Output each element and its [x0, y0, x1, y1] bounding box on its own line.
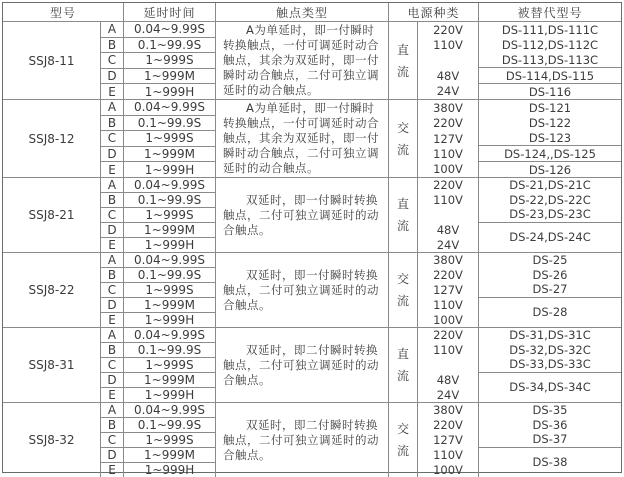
contact-type-text: 双延时，即一付瞬时转换触点，二付可独立调延时的动合触点。	[223, 192, 379, 237]
variant-letter: D	[101, 448, 123, 463]
voltage-value	[418, 53, 478, 68]
replaced-group	[479, 403, 621, 448]
variant-letter: A	[101, 328, 123, 343]
replaced-model-value: DS-26	[532, 267, 568, 282]
replaced-model-value: DS-121	[528, 100, 572, 115]
replaced-model-value: DS-116	[528, 84, 572, 99]
power-kind-label: 直流	[396, 42, 409, 79]
spec-table	[2, 2, 622, 477]
variant-letter: A	[101, 178, 123, 193]
delay-value: 0.04~9.99S	[124, 100, 215, 116]
voltage-value: 110V	[433, 447, 463, 462]
power-kind-cell	[389, 100, 418, 177]
delay-time-column	[124, 178, 216, 252]
delay-value: 1~999H	[144, 388, 195, 402]
voltage-value: 220V	[433, 22, 463, 37]
voltage-value: 100V	[433, 312, 463, 327]
section-ssj8-32	[3, 402, 621, 477]
model-cell: SSJ8-32	[3, 403, 101, 477]
variant-letter: E	[108, 162, 116, 177]
voltage-value: 220V	[433, 328, 463, 343]
replaced-model-value: DS-22,DS-22C	[509, 192, 591, 207]
delay-value: 0.1~99.9S	[124, 38, 215, 54]
variant-letter: E	[108, 463, 116, 477]
contact-type-text: A为单延时，即一付瞬时转换触点，一付可调延时动合触点，其余为双延时，即一付瞬时动合触点，二付可独立调延时的动合触点。	[223, 101, 379, 175]
header-replaced-model: 被替代型号	[517, 5, 583, 20]
voltage-value: 48V	[436, 372, 460, 387]
variant-letter: E	[108, 388, 116, 402]
delay-value: 0.04~9.99S	[124, 328, 215, 343]
replaced-model-value: DS-114,DS-115	[505, 68, 595, 83]
variant-letter: D	[101, 69, 123, 85]
voltage-value: 24V	[436, 84, 460, 99]
voltage-value: 48V	[436, 68, 460, 83]
replaced-model-value: DS-27	[532, 282, 568, 297]
delay-value: 1~999S	[124, 131, 215, 147]
variant-letter: B	[101, 343, 123, 358]
voltage-value: 380V	[433, 403, 463, 418]
power-kind-label: 直流	[396, 197, 409, 233]
replaced-model-value: DS-35	[532, 403, 568, 418]
variant-letter-column	[101, 178, 124, 252]
contact-type-cell	[216, 253, 389, 327]
delay-value: 1~999H	[144, 463, 195, 477]
variant-letter: B	[101, 38, 123, 54]
voltage-value: 380V	[433, 100, 463, 115]
delay-value: 0.04~9.99S	[124, 403, 215, 418]
delay-value: 0.04~9.99S	[124, 22, 215, 38]
replaced-model-column	[479, 178, 621, 252]
delay-value: 1~999M	[124, 223, 215, 238]
delay-value: 1~999M	[124, 298, 215, 313]
voltage-column	[418, 253, 479, 327]
delay-value: 0.1~99.9S	[124, 418, 215, 433]
delay-value: 0.04~9.99S	[124, 253, 215, 268]
delay-time-column	[124, 253, 216, 327]
replaced-model-value: DS-24,DS-24C	[509, 230, 591, 245]
replaced-group	[479, 298, 621, 327]
contact-type-cell	[216, 328, 389, 402]
replaced-model-value: DS-38	[532, 455, 568, 470]
delay-time-column	[124, 100, 216, 177]
replaced-model-value: DS-111,DS-111C	[501, 22, 599, 37]
replaced-model-value: DS-28	[532, 305, 568, 320]
variant-letter: C	[101, 131, 123, 147]
header-power-kind: 电源种类	[389, 3, 479, 21]
variant-letter: E	[108, 238, 116, 252]
header-delay-time: 延时时间	[124, 3, 216, 21]
replaced-model-value: DS-112,DS-112C	[501, 37, 599, 52]
replaced-group	[479, 253, 621, 298]
replaced-model-value: DS-23,DS-23C	[509, 207, 591, 222]
replaced-model-column	[479, 100, 621, 177]
model-cell: SSJ8-22	[3, 253, 101, 327]
delay-time-column	[124, 22, 216, 99]
voltage-value: 127V	[433, 131, 463, 146]
power-kind-label: 交流	[396, 422, 409, 458]
replaced-group	[479, 22, 621, 68]
variant-letter: C	[101, 433, 123, 448]
replaced-group	[479, 100, 621, 146]
replaced-model-value: DS-21,DS-21C	[509, 178, 591, 193]
power-kind-label: 交流	[396, 120, 409, 157]
variant-letter-column	[101, 403, 124, 477]
replaced-group	[479, 178, 621, 223]
model-cell: SSJ8-11	[3, 22, 101, 99]
variant-letter-column	[101, 253, 124, 327]
variant-letter: C	[101, 53, 123, 69]
voltage-value: 24V	[436, 387, 460, 402]
variant-letter: D	[101, 373, 123, 388]
voltage-value: 220V	[433, 418, 463, 433]
replaced-model-value: DS-36	[532, 417, 568, 432]
voltage-value: 110V	[433, 343, 463, 358]
power-kind-label: 交流	[396, 272, 409, 308]
delay-value: 1~999S	[124, 433, 215, 448]
delay-value: 1~999H	[144, 84, 195, 99]
variant-letter: E	[108, 84, 116, 99]
replaced-model-value: DS-122	[528, 115, 572, 130]
variant-letter: D	[101, 147, 123, 163]
replaced-model-value: DS-113,DS-113C	[501, 52, 599, 67]
variant-letter: E	[108, 313, 116, 327]
delay-value: 1~999S	[124, 283, 215, 298]
power-kind-cell	[389, 403, 418, 477]
power-kind-cell	[389, 253, 418, 327]
section-ssj8-12	[3, 99, 621, 177]
voltage-column	[418, 100, 479, 177]
variant-letter: B	[101, 268, 123, 283]
delay-value: 1~999H	[144, 238, 195, 252]
contact-type-cell	[216, 100, 389, 177]
voltage-column	[418, 328, 479, 402]
replaced-group	[479, 448, 621, 477]
variant-letter: A	[101, 100, 123, 116]
voltage-value: 110V	[433, 146, 463, 161]
table-header-row	[3, 3, 621, 21]
variant-letter-column	[101, 328, 124, 402]
replaced-model-column	[479, 253, 621, 327]
contact-type-text: A为单延时，即一付瞬时转换触点，一付可调延时动合触点，其余为双延时，即一付瞬时动合触点，二付可独立调延时的动合触点。	[223, 23, 379, 97]
variant-letter: C	[101, 283, 123, 298]
voltage-value: 110V	[433, 297, 463, 312]
voltage-value: 127V	[433, 432, 463, 447]
variant-letter: C	[101, 208, 123, 223]
delay-value: 0.1~99.9S	[124, 268, 215, 283]
section-ssj8-22	[3, 252, 621, 327]
variant-letter: B	[101, 193, 123, 208]
voltage-value: 100V	[433, 162, 463, 177]
variant-letter: C	[101, 358, 123, 373]
voltage-value	[418, 208, 478, 223]
delay-value: 1~999H	[144, 313, 195, 327]
replaced-model-value: DS-37	[532, 432, 568, 447]
voltage-column	[418, 22, 479, 99]
voltage-value: 380V	[433, 253, 463, 268]
voltage-column	[418, 403, 479, 477]
voltage-value: 220V	[433, 116, 463, 131]
replaced-group	[479, 84, 621, 99]
power-kind-label: 直流	[396, 347, 409, 383]
variant-letter: D	[101, 298, 123, 313]
delay-value: 0.1~99.9S	[124, 193, 215, 208]
variant-letter-column	[101, 22, 124, 99]
voltage-value: 48V	[436, 222, 460, 237]
variant-letter: B	[101, 116, 123, 132]
variant-letter: A	[101, 253, 123, 268]
contact-type-cell	[216, 178, 389, 252]
delay-value: 1~999M	[124, 69, 215, 85]
delay-value: 0.04~9.99S	[124, 178, 215, 193]
delay-value: 0.1~99.9S	[124, 343, 215, 358]
voltage-value: 220V	[433, 268, 463, 283]
section-ssj8-31	[3, 327, 621, 402]
power-kind-cell	[389, 178, 418, 252]
delay-value: 1~999S	[124, 358, 215, 373]
contact-type-text: 双延时，即一付瞬时转换触点，二付可独立调延时的动合触点。	[223, 267, 379, 312]
model-cell: SSJ8-12	[3, 100, 101, 177]
variant-letter: A	[101, 22, 123, 38]
replaced-group	[479, 68, 621, 84]
delay-value: 1~999H	[144, 162, 195, 177]
section-ssj8-21	[3, 177, 621, 252]
replaced-model-column	[479, 403, 621, 477]
contact-type-cell	[216, 22, 389, 99]
contact-type-text: 双延时，即二付瞬时转换触点，二付可独立调延时的动合触点。	[223, 417, 379, 462]
variant-letter-column	[101, 100, 124, 177]
delay-value: 1~999M	[124, 147, 215, 163]
contact-type-cell	[216, 403, 389, 477]
replaced-model-value: DS-126	[528, 162, 572, 177]
delay-time-column	[124, 403, 216, 477]
replaced-model-value: DS-34,DS-34C	[509, 380, 591, 395]
replaced-group	[479, 162, 621, 177]
delay-value: 0.1~99.9S	[124, 116, 215, 132]
replaced-model-value: DS-33,DS-33C	[509, 357, 591, 372]
power-kind-cell	[389, 22, 418, 99]
replaced-model-column	[479, 328, 621, 402]
replaced-group	[479, 223, 621, 252]
voltage-value: 110V	[433, 38, 463, 53]
replaced-model-column	[479, 22, 621, 99]
replaced-group	[479, 328, 621, 373]
replaced-group	[479, 146, 621, 162]
voltage-column	[418, 178, 479, 252]
voltage-value: 100V	[433, 462, 463, 477]
voltage-value	[418, 358, 478, 373]
replaced-model-value: DS-123	[528, 130, 572, 145]
replaced-model-value: DS-25	[532, 253, 568, 268]
delay-value: 1~999M	[124, 448, 215, 463]
section-ssj8-11	[3, 21, 621, 99]
voltage-value: 110V	[433, 193, 463, 208]
delay-value: 1~999S	[124, 208, 215, 223]
variant-letter: A	[101, 403, 123, 418]
variant-letter: D	[101, 223, 123, 238]
delay-value: 1~999S	[124, 53, 215, 69]
contact-type-text: 双延时，即二付瞬时转换触点，二付可独立调延时的动合触点。	[223, 342, 379, 387]
voltage-value: 127V	[433, 282, 463, 297]
power-kind-cell	[389, 328, 418, 402]
header-model: 型号	[3, 3, 124, 21]
model-cell: SSJ8-31	[3, 328, 101, 402]
replaced-model-value: DS-31,DS-31C	[509, 328, 591, 343]
voltage-value: 24V	[436, 237, 460, 252]
variant-letter: B	[101, 418, 123, 433]
model-cell: SSJ8-21	[3, 178, 101, 252]
replaced-model-value: DS-32,DS-32C	[509, 342, 591, 357]
replaced-group	[479, 373, 621, 402]
header-contact-type: 触点类型	[216, 3, 389, 21]
delay-value: 1~999M	[124, 373, 215, 388]
replaced-model-value: DS-124,,DS-125	[504, 146, 596, 161]
delay-time-column	[124, 328, 216, 402]
voltage-value: 220V	[433, 178, 463, 193]
